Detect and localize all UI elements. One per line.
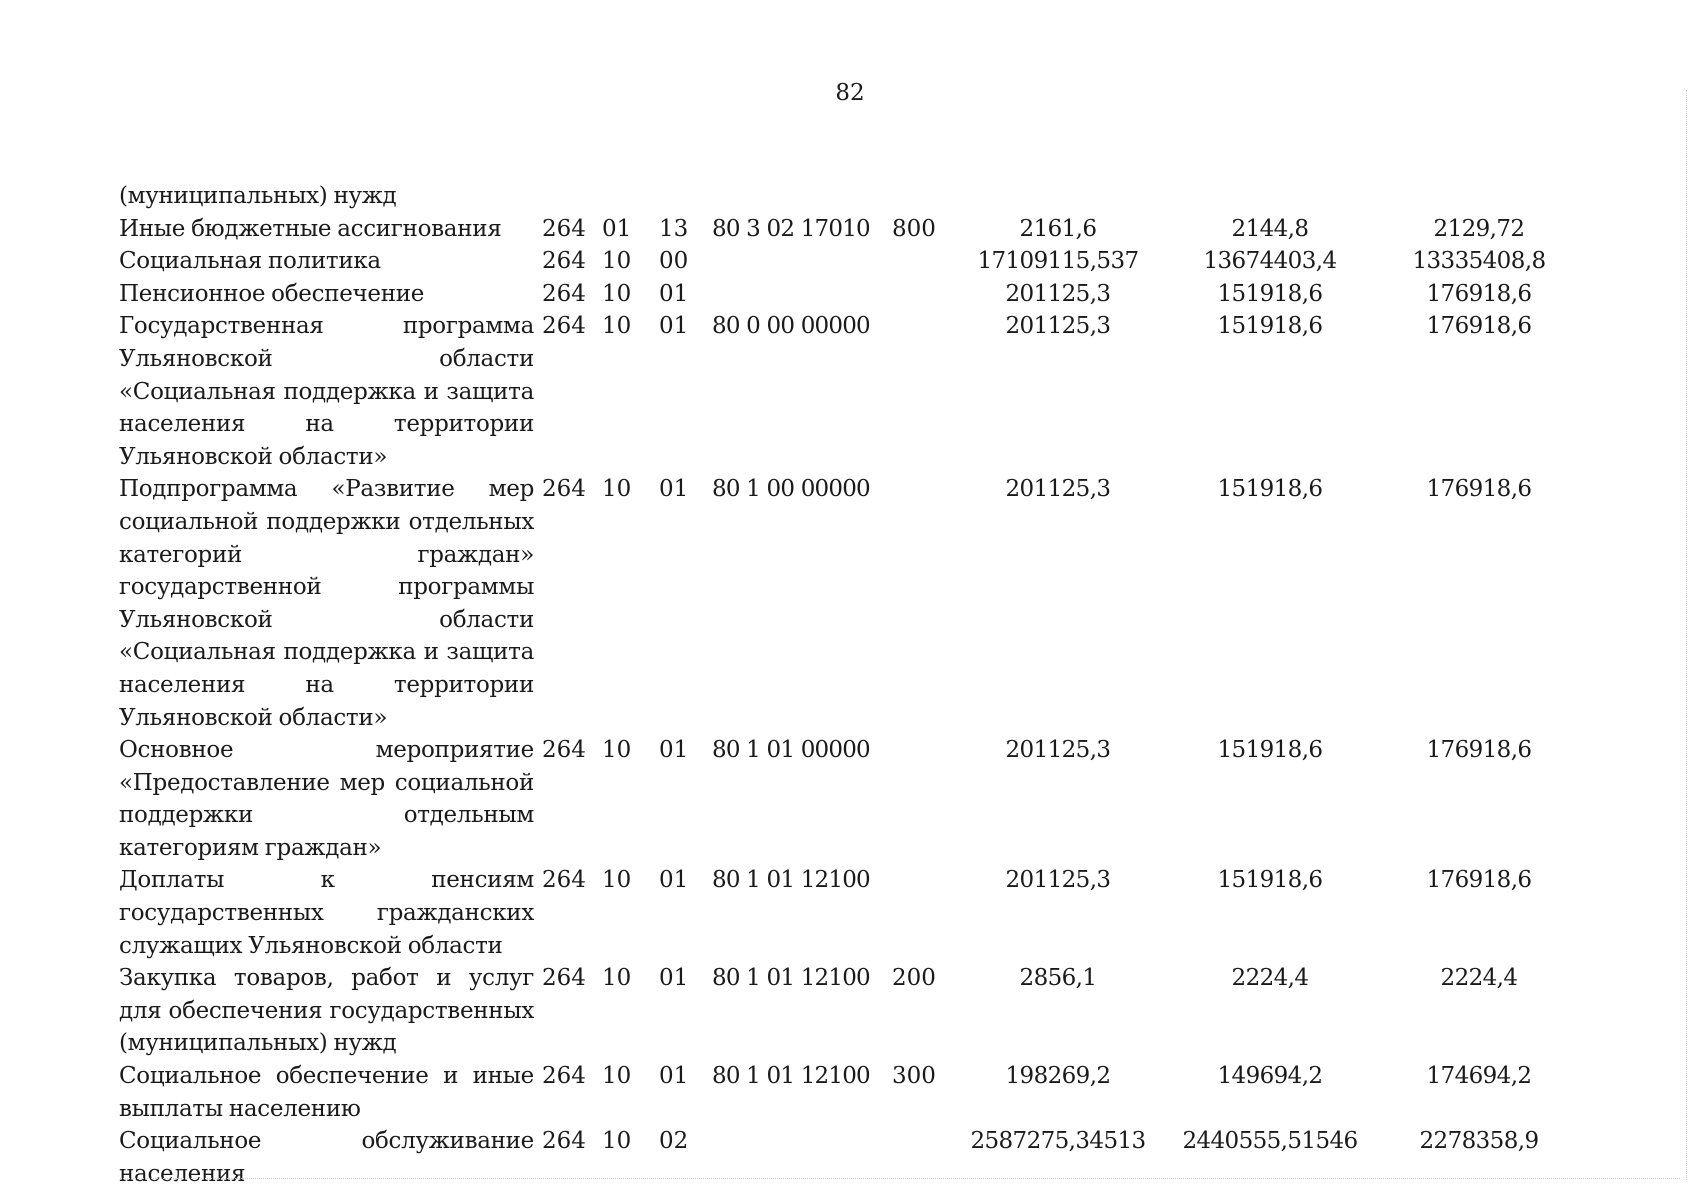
row-target-article: 80 1 01 12100 (712, 867, 870, 894)
row-amount-2: 151918,6 (1217, 313, 1323, 340)
row-subsection-code: 01 (659, 313, 689, 340)
row-expense-type (892, 473, 952, 734)
table-row (119, 278, 1582, 311)
row-target-article (706, 245, 892, 278)
row-name: Иные бюджетные ассигнования (119, 215, 502, 242)
row-section-code: 10 (602, 867, 632, 894)
row-target-article: 80 1 01 12100 (712, 1063, 870, 1090)
row-amount-3: 176918,6 (1426, 867, 1532, 894)
row-target-article (706, 1125, 892, 1190)
row-amount-2: 2144,8 (1231, 215, 1309, 242)
row-amount-1: 201125,3 (1005, 476, 1111, 503)
row-amount-3: 176918,6 (1426, 313, 1532, 340)
row-name: Социальная политика (119, 248, 381, 275)
row-section-code: 10 (602, 965, 632, 992)
row-expense-type: 200 (892, 965, 936, 992)
row-expense-type (892, 180, 952, 213)
row-subsection-code: 02 (659, 1128, 689, 1155)
row-section-code: 10 (602, 1128, 632, 1155)
row-section-code: 10 (602, 737, 632, 764)
row-name: Пенсионное обеспечение (119, 280, 425, 307)
row-amount-3: 13335408,8 (1412, 248, 1546, 275)
table-row (119, 734, 1582, 864)
row-amount-2: 151918,6 (1217, 280, 1323, 307)
table-row (119, 962, 1582, 1060)
row-amount-3: 176918,6 (1426, 737, 1532, 764)
row-ved-code (534, 180, 595, 213)
table-row (119, 1060, 1582, 1125)
row-name: Закупка товаров, работ и услуг для обеспечения государственных (муниципальных) нужд (119, 965, 534, 1057)
row-name: Социальное обслуживание населения (119, 1128, 534, 1187)
row-amount-3: 176918,6 (1426, 476, 1532, 503)
row-amount-1: 2587275,34513 (970, 1128, 1146, 1155)
row-target-article (706, 180, 892, 213)
row-expense-type (892, 245, 952, 278)
row-expense-type (892, 734, 952, 864)
row-subsection-code: 01 (659, 280, 689, 307)
row-ved-code: 264 (542, 476, 586, 503)
row-expense-type (892, 864, 952, 962)
row-target-article: 80 3 02 17010 (712, 215, 870, 242)
row-expense-type: 800 (892, 215, 936, 242)
row-amount-1: 201125,3 (1005, 737, 1111, 764)
row-ved-code: 264 (542, 248, 586, 275)
row-amount-1 (952, 180, 1164, 213)
row-amount-1: 201125,3 (1005, 313, 1111, 340)
row-subsection-code: 00 (659, 248, 689, 275)
row-ved-code: 264 (542, 1128, 586, 1155)
row-amount-2: 151918,6 (1217, 476, 1323, 503)
row-target-article: 80 1 00 00000 (712, 476, 870, 503)
row-name: Подпрограмма «Развитие мер социальной поддержки отдельных категорий граждан» государственной программы Ульяновской области «Социальная поддержка и защита населения на территории Ульяновской области» (119, 476, 534, 731)
row-section-code: 10 (602, 248, 632, 275)
row-expense-type (892, 1125, 952, 1190)
scan-artifact-edge (1686, 90, 1688, 1180)
row-target-article: 80 0 00 00000 (712, 313, 870, 340)
row-amount-3: 2224,4 (1440, 965, 1518, 992)
page-number: 82 (835, 80, 865, 106)
row-amount-2: 2440555,51546 (1182, 1128, 1358, 1155)
row-ved-code: 264 (542, 313, 586, 340)
table-row (119, 245, 1582, 278)
scan-artifact-line (120, 1178, 1680, 1180)
row-section-code: 10 (602, 280, 632, 307)
row-section-code: 10 (602, 1063, 632, 1090)
row-subsection-code (652, 180, 706, 213)
row-section-code: 01 (602, 215, 632, 242)
row-name: Доплаты к пенсиям государственных гражданских служащих Ульяновской области (119, 867, 534, 959)
table-row (119, 864, 1582, 962)
row-amount-2: 13674403,4 (1203, 248, 1337, 275)
row-subsection-code: 01 (659, 737, 689, 764)
row-name: Основное мероприятие «Предоставление мер социальной поддержки отдельным категориям граждан» (119, 737, 534, 861)
row-subsection-code: 01 (659, 965, 689, 992)
row-amount-3: 2278358,9 (1419, 1128, 1539, 1155)
row-ved-code: 264 (542, 1063, 586, 1090)
row-amount-3: 174694,2 (1426, 1063, 1532, 1090)
table-row (119, 1125, 1582, 1190)
row-amount-3: 176918,6 (1426, 280, 1532, 307)
row-expense-type: 300 (892, 1063, 936, 1090)
row-amount-1: 201125,3 (1005, 867, 1111, 894)
row-section-code: 10 (602, 476, 632, 503)
row-name: Государственная программа Ульяновской области «Социальная поддержка и защита населения на территории Ульяновской области» (119, 313, 534, 470)
row-amount-2: 151918,6 (1217, 737, 1323, 764)
row-name: (муниципальных) нужд (119, 183, 397, 209)
row-target-article: 80 1 01 12100 (712, 965, 870, 992)
row-section-code (595, 180, 652, 213)
row-ved-code: 264 (542, 280, 586, 307)
row-ved-code: 264 (542, 867, 586, 894)
table-row (119, 310, 1582, 473)
row-amount-1: 2856,1 (1019, 965, 1097, 992)
row-ved-code: 264 (542, 965, 586, 992)
row-amount-2 (1164, 180, 1376, 213)
budget-table-body (119, 180, 1582, 1190)
row-target-article: 80 1 01 00000 (712, 737, 870, 764)
row-subsection-code: 13 (659, 215, 689, 242)
row-subsection-code: 01 (659, 867, 689, 894)
row-ved-code: 264 (542, 737, 586, 764)
row-amount-1: 198269,2 (1005, 1063, 1111, 1090)
row-section-code: 10 (602, 313, 632, 340)
row-amount-1: 2161,6 (1019, 215, 1097, 242)
row-name: Социальное обеспечение и иные выплаты населению (119, 1063, 534, 1122)
row-amount-1: 201125,3 (1005, 280, 1111, 307)
table-row (119, 180, 1582, 213)
row-amount-1: 17109115,537 (977, 248, 1139, 275)
table-row (119, 473, 1582, 734)
row-target-article (706, 278, 892, 311)
row-amount-2: 2224,4 (1231, 965, 1309, 992)
row-amount-3 (1376, 180, 1582, 213)
row-ved-code: 264 (542, 215, 586, 242)
row-subsection-code: 01 (659, 1063, 689, 1090)
row-expense-type (892, 278, 952, 311)
row-amount-3: 2129,72 (1433, 215, 1525, 242)
row-amount-2: 149694,2 (1217, 1063, 1323, 1090)
row-amount-2: 151918,6 (1217, 867, 1323, 894)
budget-table (119, 180, 1582, 1190)
table-row (119, 213, 1582, 246)
row-expense-type (892, 310, 952, 473)
row-subsection-code: 01 (659, 476, 689, 503)
